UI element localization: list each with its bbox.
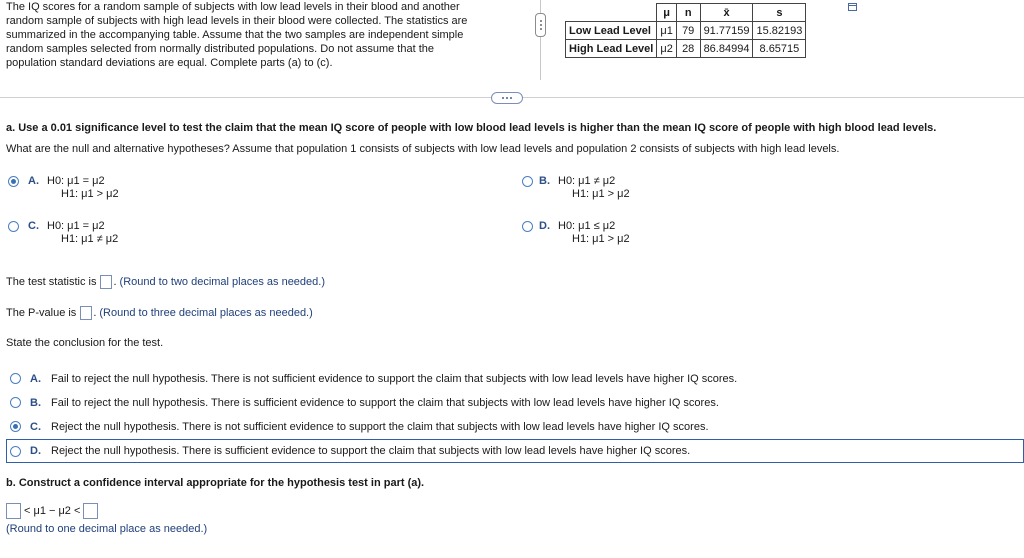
table-row	[566, 40, 806, 58]
null-hypothesis: H0: μ1 ≤ μ2	[558, 220, 616, 232]
test-statistic-input[interactable]	[100, 275, 112, 289]
radio-selected[interactable]	[10, 421, 21, 432]
hyp-option-a[interactable]	[8, 175, 119, 201]
radio[interactable]	[522, 221, 533, 232]
pvalue-row: The P-value is . (Round to three decimal places as needed.)	[6, 307, 313, 319]
option-letter: B.	[30, 396, 41, 409]
expand-icon[interactable]	[848, 3, 857, 11]
ci-note: (Round to one decimal place as needed.)	[6, 523, 208, 535]
alt-hypothesis: H1: μ1 > μ2	[572, 188, 630, 200]
option-text: Reject the null hypothesis. There is sufficient evidence to support the claim that subjects with low lead levels have higher IQ scores.	[51, 445, 691, 457]
cell-mu: μ2	[657, 40, 676, 58]
problem-line: random sample of subjects with high lead levels in their blood were collected. The statistics are	[6, 15, 468, 27]
cell-n: 28	[676, 40, 700, 58]
pvalue-label: The P-value is	[6, 307, 77, 319]
option-text: Fail to reject the null hypothesis. There is not sufficient evidence to support the claim that subjects with low lead levels have higher IQ scores.	[51, 372, 738, 385]
cell-n: 79	[676, 22, 700, 40]
header-mu: μ	[657, 4, 676, 22]
hyp-option-c[interactable]	[8, 220, 118, 246]
alt-hypothesis: H1: μ1 > μ2	[61, 188, 119, 200]
table-row	[566, 22, 806, 40]
hyp-option-d[interactable]	[522, 220, 630, 246]
conclusion-option-d[interactable]	[6, 439, 1024, 463]
radio[interactable]	[10, 373, 21, 384]
header-s: s	[753, 4, 806, 22]
alt-hypothesis: H1: μ1 > μ2	[572, 233, 630, 245]
statistics-table	[565, 3, 806, 58]
radio[interactable]	[8, 221, 19, 232]
ci-lower-input[interactable]	[6, 503, 21, 519]
radio-selected[interactable]	[8, 176, 19, 187]
null-hypothesis: H0: μ1 = μ2	[47, 220, 105, 232]
option-letter: C.	[28, 220, 39, 232]
cell-s: 8.65715	[753, 40, 806, 58]
conclusion-label: State the conclusion for the test.	[6, 337, 164, 349]
null-hypothesis: H0: μ1 = μ2	[47, 175, 105, 187]
part-a-prompt: a. Use a 0.01 significance level to test the claim that the mean IQ score of people with low blood lead levels is higher than the mean IQ score of people with high blood lead levels.	[6, 122, 937, 134]
conclusion-option-c[interactable]	[6, 417, 1024, 436]
problem-line: population standard deviations are equal. Complete parts (a) to (c).	[6, 57, 333, 69]
hyp-option-b[interactable]	[522, 175, 630, 201]
panel-resize-handle[interactable]	[535, 13, 546, 37]
pvalue-input[interactable]	[80, 306, 92, 320]
problem-line: random samples selected from normally distributed populations. Do not assume that the	[6, 43, 434, 55]
ci-upper-input[interactable]	[83, 503, 98, 519]
panel-divider	[540, 0, 541, 80]
option-letter: C.	[30, 420, 41, 433]
header-xbar: x̄	[700, 4, 753, 22]
part-b-prompt-text: b. Construct a confidence interval appropriate for the hypothesis test in part (a).	[6, 477, 425, 489]
option-letter: D.	[539, 220, 550, 232]
cell-mu: μ1	[657, 22, 676, 40]
null-hypothesis: H0: μ1 ≠ μ2	[558, 175, 616, 187]
cell-s: 15.82193	[753, 22, 806, 40]
hypotheses-question: What are the null and alternative hypotheses? Assume that population 1 consists of subjects with low lead levels and population 2 consists of subjects with high lead levels.	[6, 143, 840, 155]
option-letter: A.	[30, 372, 41, 385]
radio[interactable]	[522, 176, 533, 187]
option-letter: B.	[539, 175, 550, 187]
option-text: Reject the null hypothesis. There is not sufficient evidence to support the claim that subjects with low lead levels have higher IQ scores.	[51, 420, 709, 433]
part-b-prompt	[6, 476, 424, 490]
problem-statement	[6, 0, 516, 70]
option-text: Fail to reject the null hypothesis. There is sufficient evidence to support the claim that subjects with low lead levels have higher IQ scores.	[51, 396, 719, 409]
cell-xbar: 86.84994	[700, 40, 753, 58]
more-toggle[interactable]	[491, 92, 523, 104]
test-statistic-label: The test statistic is	[6, 276, 97, 288]
conclusion-option-b[interactable]	[6, 393, 1024, 412]
option-letter: A.	[28, 175, 39, 187]
option-letter: D.	[30, 445, 41, 457]
test-statistic-row: The test statistic is . (Round to two decimal places as needed.)	[6, 276, 325, 288]
radio[interactable]	[10, 446, 21, 457]
pvalue-note: (Round to three decimal places as needed.)	[99, 307, 313, 319]
row-label: Low Lead Level	[566, 22, 657, 40]
cell-xbar: 91.77159	[700, 22, 753, 40]
row-label: High Lead Level	[566, 40, 657, 58]
alt-hypothesis: H1: μ1 ≠ μ2	[61, 233, 119, 245]
confidence-interval-row	[6, 503, 98, 519]
radio[interactable]	[10, 397, 21, 408]
ci-expression: < μ1 − μ2 <	[24, 505, 81, 517]
test-statistic-note: (Round to two decimal places as needed.)	[119, 276, 325, 288]
problem-line: The IQ scores for a random sample of subjects with low lead levels in their blood and another	[6, 1, 460, 13]
conclusion-option-a[interactable]	[6, 369, 1024, 388]
problem-line: summarized in the accompanying table. Assume that the two samples are independent simple	[6, 29, 464, 41]
header-n: n	[676, 4, 700, 22]
